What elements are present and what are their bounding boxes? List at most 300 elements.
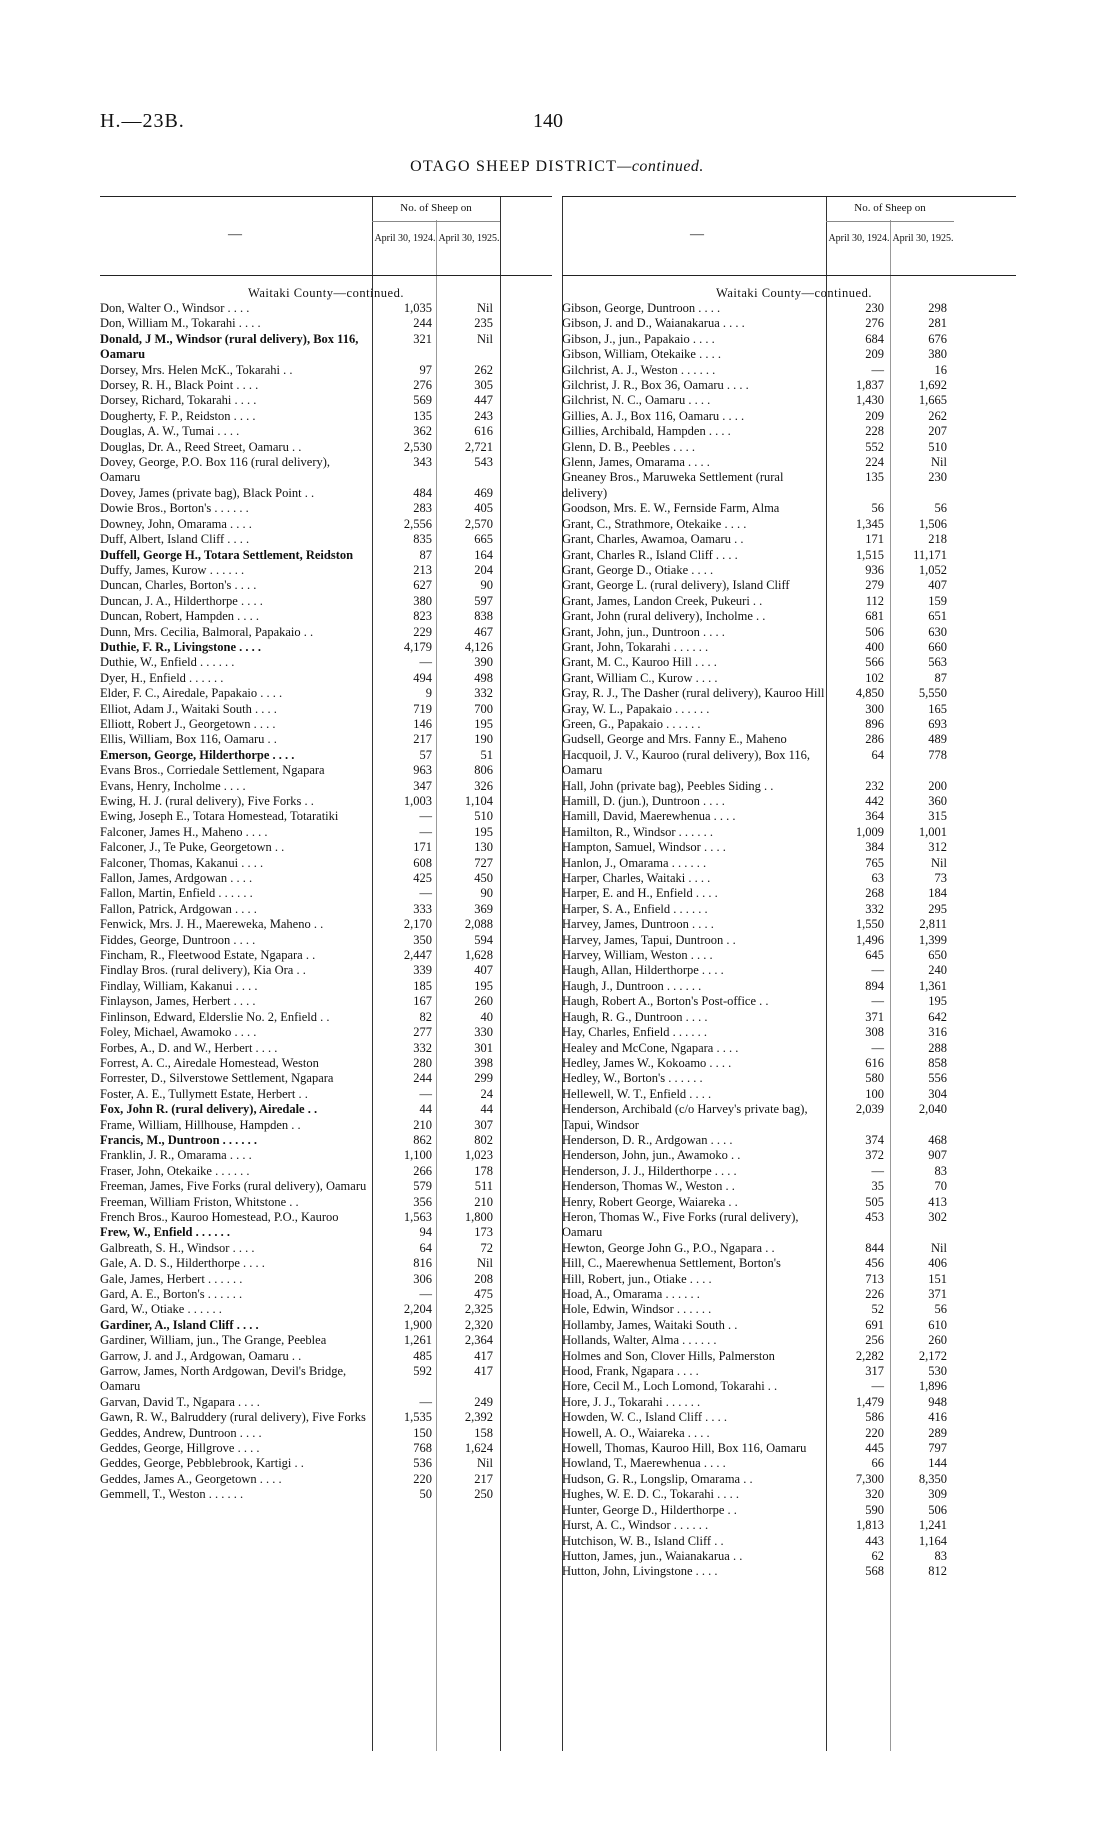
owner-name: Gibson, William, Otekaike . . . .: [562, 347, 721, 362]
owner-name: Ellis, William, Box 116, Oamaru . .: [100, 732, 277, 747]
owner-name: Donald, J M., Windsor (rural delivery), Box 116, Oamaru: [100, 331, 359, 362]
sheep-1925: 665: [474, 532, 493, 547]
owner-name: Dovey, George, P.O. Box 116 (rural delivery), Oamaru: [100, 455, 331, 485]
sheep-1924: 171: [865, 532, 884, 547]
sheep-1925: 87: [934, 670, 947, 685]
sheep-1924: 1,035: [403, 301, 432, 315]
owner-name: Findlay, William, Kakanui . . . .: [100, 978, 258, 993]
sheep-1925: 207: [928, 424, 947, 439]
table-row: [100, 994, 552, 1009]
sheep-1924: 277: [413, 1025, 432, 1040]
owner-name: Duncan, Charles, Borton's . . . .: [100, 578, 257, 593]
table-row: [562, 871, 1016, 886]
sheep-1925: 165: [928, 701, 947, 716]
sheep-1925: 380: [928, 347, 947, 362]
sheep-1925: 260: [474, 994, 493, 1009]
table-row: [100, 1056, 552, 1071]
sheep-1924: 1,515: [855, 547, 884, 562]
table-row: [100, 1041, 552, 1056]
sheep-1924: 362: [413, 424, 432, 439]
sheep-1925: 195: [474, 716, 493, 731]
owner-name: Don, Walter O., Windsor . . . .: [100, 301, 250, 315]
owner-name: Gillies, Archibald, Hampden . . . .: [562, 424, 731, 439]
table-row: [562, 1364, 1016, 1379]
table-row: [562, 1349, 1016, 1364]
table-row: [100, 732, 552, 747]
right-header-col2: April 30, 1925.: [892, 233, 954, 244]
owner-name: Hutton, James, jun., Waianakarua . .: [562, 1548, 743, 1563]
sheep-1925: 1,665: [918, 393, 947, 408]
owner-name: Grant, George L. (rural delivery), Island Cliff: [562, 578, 790, 593]
owner-name: Henderson, Thomas W., Weston . .: [562, 1179, 735, 1194]
table-row: [100, 840, 552, 855]
sheep-1925: Nil: [477, 1456, 493, 1471]
owner-name: Hood, Frank, Ngapara . . . .: [562, 1364, 699, 1379]
sheep-1925: 173: [474, 1225, 493, 1240]
table-row: [100, 1456, 552, 1471]
sheep-1925: 489: [928, 732, 947, 747]
owner-name: Hole, Edwin, Windsor . . . . . .: [562, 1302, 712, 1317]
owner-name: Haugh, J., Duntroon . . . . . .: [562, 978, 702, 993]
table-row: [100, 1118, 552, 1133]
sheep-1925: 1,164: [918, 1533, 947, 1548]
table-row: [562, 1195, 1016, 1210]
owner-name: Finlayson, James, Herbert . . . .: [100, 994, 256, 1009]
owner-name: Downey, John, Omarama . . . .: [100, 516, 252, 531]
sheep-1924: 97: [419, 362, 432, 377]
table-row: [562, 1472, 1016, 1487]
sheep-1925: 468: [928, 1132, 947, 1147]
sheep-1924: 63: [871, 871, 884, 886]
sheep-1925: 511: [474, 1179, 493, 1194]
sheep-1925: 200: [928, 778, 947, 793]
sheep-1925: 83: [934, 1163, 947, 1178]
table-row: [100, 902, 552, 917]
sheep-1924: 44: [419, 1102, 432, 1117]
sheep-1924: 229: [413, 624, 432, 639]
table-row: [562, 594, 1016, 609]
table-row: [100, 501, 552, 516]
sheep-1925: 651: [928, 609, 947, 624]
table-row: [562, 1179, 1016, 1194]
table-row: [100, 640, 552, 655]
owner-name: Grant, Charles R., Island Cliff . . . .: [562, 547, 738, 562]
sheep-1925: 510: [928, 439, 947, 454]
sheep-1924: 56: [871, 501, 884, 516]
owner-name: Haugh, Robert A., Borton's Post-office . .: [562, 994, 769, 1009]
sheep-1925: 610: [928, 1317, 947, 1332]
right-header-col1: April 30, 1924.: [828, 233, 890, 244]
table-row: [100, 1472, 552, 1487]
table-row: [562, 732, 1016, 747]
title-suffix: —continued.: [617, 158, 704, 175]
table-row: [562, 563, 1016, 578]
sheep-1924: 536: [413, 1456, 432, 1471]
sheep-1925: 1,241: [918, 1518, 947, 1533]
sheep-1924: 283: [413, 501, 432, 516]
table-row: [562, 1071, 1016, 1086]
sheep-1925: 289: [928, 1425, 947, 1440]
sheep-1925: 506: [928, 1502, 947, 1517]
sheep-1925: 907: [928, 1148, 947, 1163]
table-row: [562, 548, 1016, 563]
sheep-1925: 1,800: [464, 1209, 493, 1224]
sheep-1924: 57: [419, 747, 432, 762]
owner-name: Douglas, Dr. A., Reed Street, Oamaru . .: [100, 439, 302, 454]
owner-name: Grant, John, jun., Duntroon . . . .: [562, 624, 725, 639]
sheep-1924: —: [871, 963, 884, 978]
table-row: [100, 424, 552, 439]
sheep-1925: 295: [928, 901, 947, 916]
sheep-1924: —: [419, 824, 432, 839]
sheep-1924: 62: [871, 1548, 884, 1563]
sheep-1925: 243: [474, 408, 493, 423]
sheep-1924: 356: [413, 1194, 432, 1209]
left-header-col2: April 30, 1925.: [438, 233, 500, 244]
right-header-group: No. of Sheep on: [854, 202, 926, 214]
sheep-1925: 316: [928, 1025, 947, 1040]
sheep-1924: 963: [413, 763, 432, 778]
sheep-1924: 445: [865, 1441, 884, 1456]
table-row: [100, 1148, 552, 1163]
owner-name: Harper, E. and H., Enfield . . . .: [562, 886, 718, 901]
sheep-1925: 240: [928, 963, 947, 978]
owner-name: Ewing, Joseph E., Totara Homestead, Totaratiki: [100, 809, 339, 824]
sheep-1925: 2,364: [464, 1333, 493, 1348]
table-row: [562, 625, 1016, 640]
sheep-1924: 308: [865, 1025, 884, 1040]
table-row: [100, 609, 552, 624]
sheep-1925: 195: [474, 824, 493, 839]
sheep-1924: 226: [865, 1287, 884, 1301]
left-table-body: [100, 286, 552, 1503]
table-row: [562, 1148, 1016, 1163]
sheep-1924: 823: [413, 609, 432, 624]
sheep-1924: 768: [413, 1441, 432, 1456]
owner-name: Glenn, D. B., Peebles . . . .: [562, 439, 695, 454]
sheep-1925: 416: [928, 1410, 947, 1425]
owner-name: Hacquoil, J. V., Kauroo (rural delivery), Box 116, Oamaru: [562, 747, 810, 778]
owner-name: Henry, Robert George, Waiareka . .: [562, 1194, 738, 1209]
table-row: [100, 825, 552, 840]
sheep-1924: 2,039: [855, 1102, 884, 1117]
table-row: [562, 409, 1016, 424]
sheep-1925: 450: [474, 871, 493, 886]
sheep-1925: Nil: [931, 855, 947, 870]
sheep-1925: 218: [928, 532, 947, 547]
owner-name: Green, G., Papakaio . . . . . .: [562, 716, 701, 731]
sheep-1924: 608: [413, 855, 432, 870]
owner-name: Duff, Albert, Island Cliff . . . .: [100, 532, 250, 547]
sheep-1925: 948: [928, 1394, 947, 1409]
sheep-1925: 299: [474, 1071, 493, 1086]
owner-name: Foley, Michael, Awamoko . . . .: [100, 1025, 257, 1040]
sheep-1925: 309: [928, 1487, 947, 1502]
sheep-1925: 838: [474, 609, 493, 624]
sheep-1925: 332: [474, 686, 493, 701]
owner-name: Freeman, James, Five Forks (rural delivery), Oamaru: [100, 1179, 367, 1194]
sheep-1924: 586: [865, 1410, 884, 1425]
table-row: [562, 1441, 1016, 1456]
sheep-1925: 2,721: [464, 439, 493, 454]
sheep-1924: 380: [413, 593, 432, 608]
left-table: [100, 196, 552, 1503]
table-row: [562, 640, 1016, 655]
sheep-1924: 66: [871, 1456, 884, 1471]
sheep-1924: 816: [413, 1256, 432, 1271]
owner-name: Hore, J. J., Tokarahi . . . . . .: [562, 1394, 701, 1409]
sheep-1925: 217: [474, 1471, 493, 1486]
sheep-1925: 1,896: [918, 1379, 947, 1394]
sheep-1925: 369: [474, 901, 493, 916]
owner-name: Falconer, James H., Maheno . . . .: [100, 824, 268, 839]
sheep-1924: 681: [865, 609, 884, 624]
sheep-1925: 312: [928, 840, 947, 855]
sheep-1924: 286: [865, 732, 884, 747]
owner-name: Gale, A. D. S., Hilderthorpe . . . .: [100, 1256, 265, 1271]
sheep-1925: 130: [474, 840, 493, 855]
owner-name: Duffell, George H., Totara Settlement, Reidston: [100, 547, 354, 562]
table-row: [100, 1364, 552, 1395]
sheep-1925: 315: [928, 809, 947, 824]
sheep-1924: 2,556: [403, 516, 432, 531]
sheep-1925: 90: [480, 886, 493, 901]
sheep-1925: 1,628: [464, 948, 493, 963]
sheep-1925: 298: [928, 301, 947, 315]
sheep-1925: 498: [474, 670, 493, 685]
table-row: [562, 948, 1016, 963]
owner-name: Hollands, Walter, Alma . . . . . .: [562, 1333, 717, 1348]
owner-name: Gilchrist, J. R., Box 36, Oamaru . . . .: [562, 378, 749, 393]
owner-name: Freeman, William Friston, Whitstone . .: [100, 1194, 299, 1209]
table-row: [562, 1272, 1016, 1287]
table-row: [562, 794, 1016, 809]
sheep-1925: 56: [934, 1302, 947, 1317]
sheep-1924: 209: [865, 347, 884, 362]
sheep-1924: —: [419, 1287, 432, 1301]
table-row: [100, 517, 552, 532]
table-row: [562, 1333, 1016, 1348]
sheep-1925: 304: [928, 1086, 947, 1101]
sheep-1924: 580: [865, 1071, 884, 1086]
sheep-1925: 4,126: [464, 639, 493, 654]
sheep-1925: 44: [480, 1102, 493, 1117]
sheep-1925: 195: [928, 994, 947, 1009]
sheep-1924: 1,563: [403, 1209, 432, 1224]
owner-name: Hughes, W. E. D. C., Tokarahi . . . .: [562, 1487, 740, 1502]
table-row: [100, 1395, 552, 1410]
sheep-1925: 70: [934, 1179, 947, 1194]
sheep-1924: —: [871, 362, 884, 377]
table-row: [562, 809, 1016, 824]
right-header-dash: —: [690, 227, 704, 242]
owner-name: Hunter, George D., Hilderthorpe . .: [562, 1502, 737, 1517]
sheep-1924: 332: [865, 901, 884, 916]
sheep-1924: 1,550: [855, 917, 884, 932]
owner-name: Douglas, A. W., Tumai . . . .: [100, 424, 240, 439]
owner-name: Gard, A. E., Borton's . . . . . .: [100, 1287, 243, 1301]
sheep-1924: 862: [413, 1132, 432, 1147]
sheep-1925: 802: [474, 1132, 493, 1147]
sheep-1924: 374: [865, 1132, 884, 1147]
owner-name: Howland, T., Maerewhenua . . . .: [562, 1456, 726, 1471]
owner-name: Dorsey, Richard, Tokarahi . . . .: [100, 393, 257, 408]
table-row: [100, 1287, 552, 1302]
sheep-1925: 1,023: [464, 1148, 493, 1163]
sheep-1924: 592: [413, 1364, 432, 1379]
owner-name: Ewing, H. J. (rural delivery), Five Forks . .: [100, 794, 314, 808]
sheep-1924: —: [419, 809, 432, 824]
sheep-1925: 90: [480, 578, 493, 593]
sheep-1924: 276: [413, 378, 432, 393]
owner-name: Hamill, David, Maerewhenua . . . .: [562, 809, 736, 824]
sheep-1925: 417: [474, 1364, 493, 1379]
sheep-1924: 1,837: [855, 378, 884, 393]
owner-name: Hedley, W., Borton's . . . . . .: [562, 1071, 703, 1086]
sheep-1924: 894: [865, 978, 884, 993]
sheep-1925: 360: [928, 794, 947, 808]
table-row: [100, 1179, 552, 1194]
owner-name: Hurst, A. C., Windsor . . . . . .: [562, 1518, 709, 1533]
sheep-1925: 56: [934, 501, 947, 516]
owner-name: Dougherty, F. P., Reidston . . . .: [100, 408, 256, 423]
table-row: [100, 948, 552, 963]
sheep-1925: 83: [934, 1548, 947, 1563]
table-row: [562, 517, 1016, 532]
sheep-1924: 135: [865, 470, 884, 485]
sheep-1924: 765: [865, 855, 884, 870]
sheep-1925: 597: [474, 593, 493, 608]
sheep-1925: 398: [474, 1055, 493, 1070]
sheep-1924: 936: [865, 562, 884, 577]
table-row: [562, 1395, 1016, 1410]
sheep-1924: 494: [413, 670, 432, 685]
table-row: [562, 378, 1016, 393]
sheep-1925: 469: [474, 485, 493, 500]
owner-name: Holmes and Son, Clover Hills, Palmerston: [562, 1348, 775, 1363]
left-table-header: [100, 196, 552, 276]
owner-name: Hore, Cecil M., Loch Lomond, Tokarahi . .: [562, 1379, 778, 1394]
owner-name: Grant, M. C., Kauroo Hill . . . .: [562, 655, 717, 670]
owner-name: Frame, William, Hillhouse, Hampden . .: [100, 1117, 301, 1132]
sheep-1925: 693: [928, 716, 947, 731]
sheep-1924: —: [871, 994, 884, 1009]
table-row: [100, 486, 552, 501]
table-row: [100, 1487, 552, 1502]
sheep-1924: 372: [865, 1148, 884, 1163]
table-row: [100, 686, 552, 701]
table-row: [100, 886, 552, 901]
sheep-1924: 244: [413, 316, 432, 331]
table-row: [562, 393, 1016, 408]
sheep-1925: 16: [934, 362, 947, 377]
sheep-1924: 627: [413, 578, 432, 593]
owner-name: Franklin, J. R., Omarama . . . .: [100, 1148, 252, 1163]
owner-name: Hall, John (private bag), Peebles Siding . .: [562, 778, 774, 793]
owner-name: Gray, W. L., Papakaio . . . . . .: [562, 701, 710, 716]
sheep-1925: 51: [480, 747, 493, 762]
owner-name: Finlinson, Edward, Elderslie No. 2, Enfield . .: [100, 1009, 330, 1024]
sheep-1924: 425: [413, 871, 432, 886]
sheep-1924: 506: [865, 624, 884, 639]
sheep-1925: 806: [474, 763, 493, 778]
sheep-1924: —: [871, 1379, 884, 1394]
owner-name: Harper, S. A., Enfield . . . . . .: [562, 901, 708, 916]
sheep-1924: —: [871, 1040, 884, 1055]
owner-name: French Bros., Kauroo Homestead, P.O., Kauroo: [100, 1209, 339, 1224]
sheep-1924: 333: [413, 901, 432, 916]
owner-name: Don, William M., Tokarahi . . . .: [100, 316, 261, 331]
owner-name: Fiddes, George, Duntroon . . . .: [100, 932, 256, 947]
sheep-1924: 484: [413, 485, 432, 500]
table-row: [562, 1503, 1016, 1518]
owner-name: Dunn, Mrs. Cecilia, Balmoral, Papakaio . .: [100, 624, 314, 639]
sheep-1925: 151: [928, 1271, 947, 1286]
owner-name: Geddes, George, Hillgrove . . . .: [100, 1441, 260, 1456]
sheep-1924: 94: [419, 1225, 432, 1240]
table-row: [100, 794, 552, 809]
sheep-1925: 616: [474, 424, 493, 439]
table-row: [562, 1302, 1016, 1317]
sheep-1925: 2,325: [464, 1302, 493, 1317]
sheep-1925: 307: [474, 1117, 493, 1132]
sheep-1924: —: [419, 886, 432, 901]
right-table: [562, 196, 1016, 1580]
sheep-1924: 50: [419, 1487, 432, 1502]
owner-name: Hollamby, James, Waitaki South . .: [562, 1317, 738, 1332]
sheep-1924: 317: [865, 1364, 884, 1379]
table-row: [562, 963, 1016, 978]
sheep-1925: 2,811: [919, 917, 947, 932]
sheep-1924: 232: [865, 778, 884, 793]
owner-name: Hedley, James W., Kokoamo . . . .: [562, 1055, 732, 1070]
owner-name: Haugh, R. G., Duntroon . . . .: [562, 1009, 708, 1024]
sheep-1925: 407: [474, 963, 493, 978]
owner-name: Duncan, J. A., Hilderthorpe . . . .: [100, 593, 263, 608]
sheep-1924: 339: [413, 963, 432, 978]
sheep-1924: 1,900: [403, 1317, 432, 1332]
table-row: [562, 1379, 1016, 1394]
table-row: [562, 501, 1016, 516]
owner-name: Gudsell, George and Mrs. Fanny E., Maheno: [562, 732, 787, 747]
owner-name: Gemmell, T., Weston . . . . . .: [100, 1487, 244, 1502]
table-row: [100, 1195, 552, 1210]
sheep-1925: 144: [928, 1456, 947, 1471]
sheep-1924: 579: [413, 1179, 432, 1194]
sheep-1925: 288: [928, 1040, 947, 1055]
owner-name: Gibson, J. and D., Waianakarua . . . .: [562, 316, 745, 331]
table-row: [562, 1102, 1016, 1133]
sheep-1925: 447: [474, 393, 493, 408]
table-row: [100, 1133, 552, 1148]
sheep-1924: 456: [865, 1256, 884, 1271]
table-row: [100, 671, 552, 686]
owner-name: Fallon, Martin, Enfield . . . . . .: [100, 886, 253, 901]
owner-name: Garrow, James, North Ardgowan, Devil's Bridge, Oamaru: [100, 1364, 347, 1394]
table-row: [100, 378, 552, 393]
table-row: [100, 578, 552, 593]
sheep-1924: 280: [413, 1055, 432, 1070]
table-row: [100, 532, 552, 547]
owner-name: Gibson, George, Duntroon . . . .: [562, 301, 721, 315]
owner-name: Hellewell, W. T., Enfield . . . .: [562, 1086, 712, 1101]
table-row: [562, 825, 1016, 840]
right-header-rule: [826, 221, 954, 222]
owner-name: Healey and McCone, Ngapara . . . .: [562, 1040, 739, 1055]
sheep-1925: 1,506: [918, 516, 947, 531]
owner-name: Heron, Thomas W., Five Forks (rural delivery), Oamaru: [562, 1209, 799, 1240]
table-row: [100, 625, 552, 640]
